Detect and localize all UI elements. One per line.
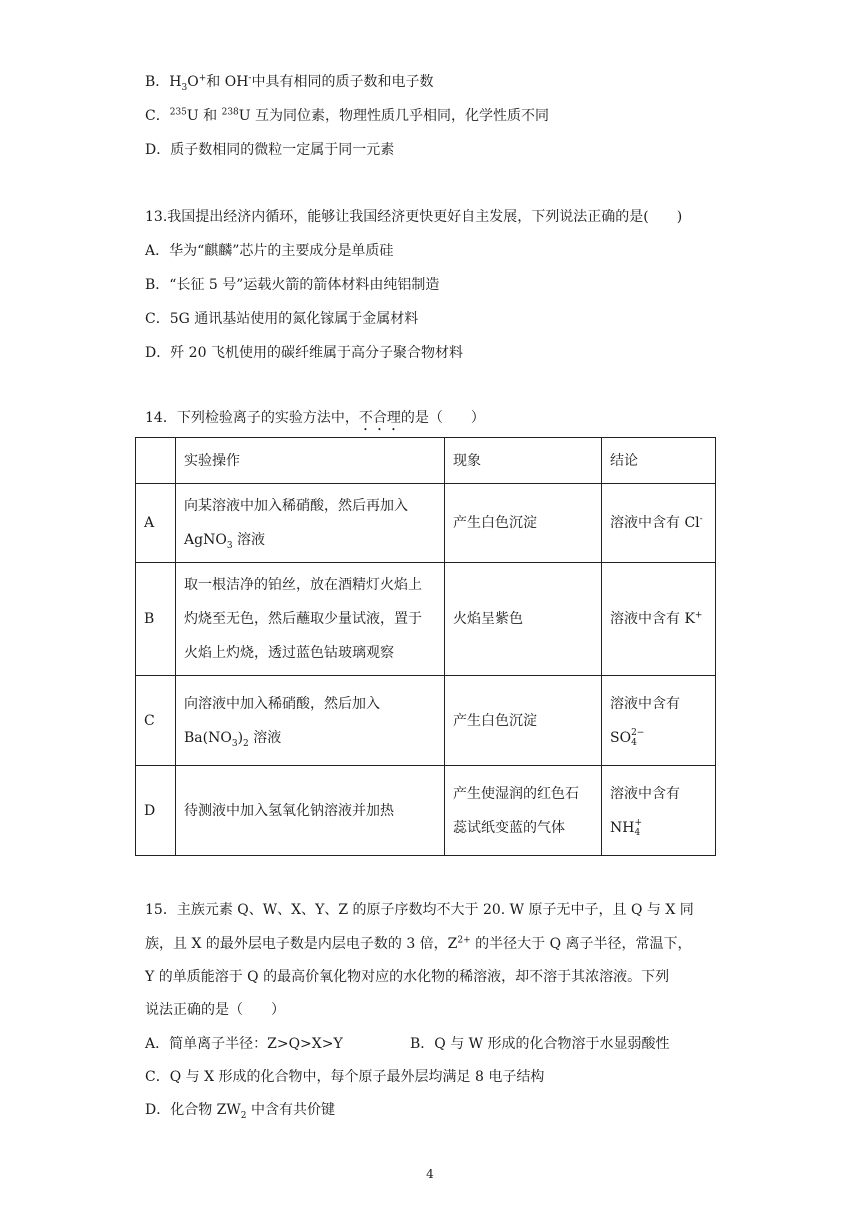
header-cell: 现象 (445, 438, 602, 484)
header-cell: 结论 (602, 438, 716, 484)
header-cell: 实验操作 (176, 438, 445, 484)
operation-cell: 待测液中加入氢氧化钠溶液并加热 (176, 766, 445, 856)
row-label: C (136, 676, 176, 766)
table-row (136, 563, 716, 676)
q15-stem-line-3: Y 的单质能溶于 Q 的最高价氧化物对应的水化物的稀溶液，却不溶于其浓溶液。下列 (145, 969, 670, 985)
q12-option-d: D．质子数相同的微粒一定属于同一元素 (145, 142, 395, 158)
q12-option-b: B．$H_3O^+$和 OH-中具有相同的质子数和电子数 (145, 73, 434, 93)
phenomenon-cell: 火焰呈紫色 (445, 563, 602, 676)
header-cell (136, 438, 176, 484)
row-label: A (136, 484, 176, 563)
q15-stem-line-1: 15．主族元素 Q、W、X、Y、Z 的原子序数均不大于 20. W 原子无中子，且 Q 与 X 同 (145, 902, 694, 918)
q14-stem: 14．下列检验离子的实验方法中，不合理的是（ ） (145, 410, 485, 426)
q15-option-b: B．Q 与 W 形成的化合物溶于水显弱酸性 (410, 1036, 670, 1052)
sulfate-ion: SO2− 4 (610, 727, 645, 748)
emphasis-dots: 不合理 (358, 410, 401, 426)
row-label: D (136, 766, 176, 856)
q15-option-d: D．化合物 $ZW_2$ 中含有共价键 (145, 1102, 335, 1121)
operation-cell: 向溶液中加入稀硝酸，然后加入 $Ba(NO_3)_2$ 溶液 (176, 676, 445, 766)
operation-cell: 向某溶液中加入稀硝酸，然后再加入 AgNO$_3$ 溶液 (176, 484, 445, 563)
table-row (136, 676, 716, 766)
phenomenon-cell: 产生白色沉淀 (445, 484, 602, 563)
conclusion-cell: 溶液中含有 K+ (602, 563, 716, 676)
conclusion-cell: 溶液中含有 NH+ 4 (602, 766, 716, 856)
q13-option-c: C．5G 通讯基站使用的氮化镓属于金属材料 (145, 311, 419, 327)
phenomenon-cell: 产生使湿润的红色石 蕊试纸变蓝的气体 (445, 766, 602, 856)
q15-option-a: A．简单离子半径：Z>Q>X>Y (145, 1036, 343, 1052)
q13-option-a: A．华为“麒麟”芯片的主要成分是单质硅 (145, 243, 394, 259)
table-header-row (136, 438, 716, 484)
conclusion-cell: 溶液中含有 Cl- (602, 484, 716, 563)
q15-stem-line-2: 族，且 X 的最外层电子数是内层电子数的 3 倍，$Z^{2+}$ 的半径大于 Q 离子半径，常温下， (145, 935, 692, 952)
conclusion-cell: 溶液中含有 SO2− 4 (602, 676, 716, 766)
q13-stem: 13.我国提出经济内循环，能够让我国经济更快更好自主发展，下列说法正确的是( ) (145, 209, 683, 225)
page-number: 4 (426, 1167, 434, 1181)
q15-stem-line-4: 说法正确的是（ ） (145, 1002, 285, 1018)
table-row (136, 484, 716, 563)
table-row (136, 766, 716, 856)
q15-option-c: C．Q 与 X 形成的化合物中，每个原子最外层均满足 8 电子结构 (145, 1069, 545, 1085)
q12-option-c: C．$^{235}$U 和 $^{238}$U 互为同位素，物理性质几乎相同，化学性质不同 (145, 107, 550, 124)
ammonium-ion: NH+ 4 (610, 817, 643, 838)
experiment-table (135, 437, 716, 856)
row-label: B (136, 563, 176, 676)
phenomenon-cell: 产生白色沉淀 (445, 676, 602, 766)
operation-cell: 取一根洁净的铂丝，放在酒精灯火焰上 灼烧至无色，然后蘸取少量试液，置于 火焰上灼烧，透过蓝色钴玻璃观察 (176, 563, 445, 676)
q13-option-b: B．“长征 5 号”运载火箭的箭体材料由纯铝制造 (145, 277, 440, 293)
q13-option-d: D．歼 20 飞机使用的碳纤维属于高分子聚合物材料 (145, 345, 463, 361)
